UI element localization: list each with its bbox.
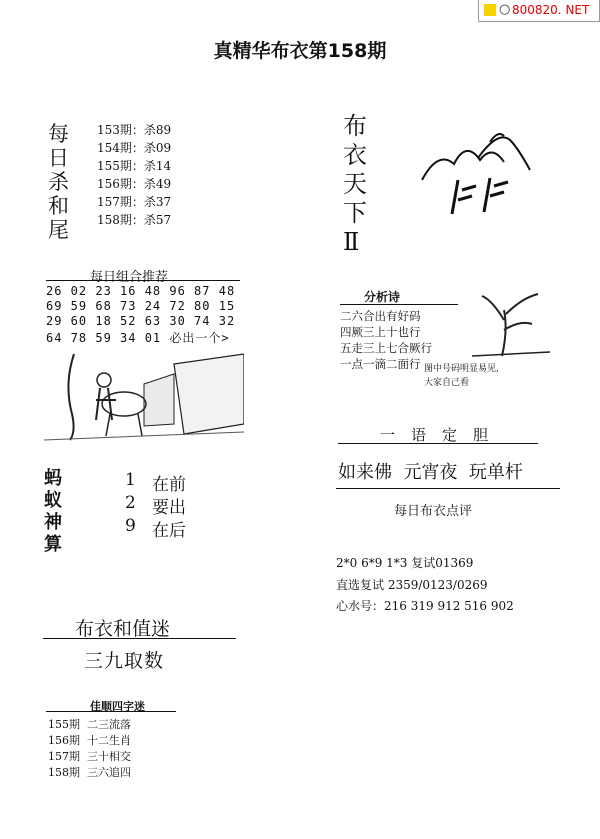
poem-line: 五走三上七合厥行: [340, 341, 432, 355]
kill-tail-row: 154期：杀09: [97, 141, 172, 155]
ant-god-char: 蚁: [44, 490, 62, 511]
kill-tail-label: [48, 124, 69, 244]
divider: [46, 711, 176, 712]
combo-row: 26 02 23 16 48 96 87 48: [46, 284, 236, 298]
kill-tail-char: 和: [48, 194, 69, 218]
poem-caption: 图中号码明显易见,: [424, 364, 499, 374]
ant-god-number: 2: [125, 493, 136, 513]
review-title: 每日布衣点评: [394, 504, 473, 519]
buyi-char: 天: [343, 170, 367, 198]
pick-line: 直选复试 2359/0123/0269: [336, 578, 488, 592]
mountain-cranes-illustration: [418, 120, 548, 220]
circle-icon: ○: [499, 2, 511, 17]
ant-god-char: 算: [44, 534, 62, 555]
buyi-char: 衣: [343, 141, 367, 169]
divider: [336, 488, 560, 489]
four-char-row: 155期 二三流落: [48, 718, 131, 731]
kill-tail-char: 日: [48, 146, 69, 170]
kill-tail-row: 157期：杀37: [97, 195, 172, 209]
hexie-answer: 三九取数: [84, 650, 165, 672]
kill-tail-row: 158期：杀57: [97, 213, 172, 227]
four-char-row: 157期 三十相交: [48, 750, 131, 763]
poem-line: 一点一滴二面行: [340, 357, 421, 371]
kill-tail-char: 每: [48, 122, 69, 146]
ant-god-label: [44, 470, 62, 558]
kill-tail-row: 153期：杀89: [97, 123, 172, 137]
combo-row: 64 78 59 34 01 必出一个>: [46, 331, 230, 345]
farmer-ox-illustration: [44, 344, 244, 444]
buyi-tianxia-label: [343, 114, 367, 259]
tree-figure-illustration: [462, 290, 552, 360]
four-char-title: 佳顺四字迷: [90, 700, 145, 713]
ant-god-char: 神: [44, 512, 62, 533]
hexie-title: 布衣和值迷: [75, 618, 171, 640]
ant-god-text: 在后: [152, 521, 186, 541]
buyi-char: 布: [343, 112, 367, 140]
divider: [46, 280, 240, 281]
divider: [338, 443, 538, 444]
logo-square-icon: [484, 4, 496, 16]
four-char-row: 156期 十二生肖: [48, 734, 131, 747]
yiyu-title: 一语定胆: [380, 426, 505, 444]
yiyu-phrase: 如来佛 元宵夜 玩单杆: [338, 462, 523, 483]
kill-tail-row: 155期：杀14: [97, 159, 172, 173]
ant-god-text: 要出: [152, 498, 186, 518]
site-badge: [478, 0, 600, 22]
poem-title: 分析诗: [364, 290, 401, 304]
site-url: 800820. NET: [512, 3, 590, 17]
kill-tail-char: 尾: [48, 218, 69, 242]
buyi-char: 下: [343, 199, 367, 227]
poem-line: 四厥三上十也行: [340, 325, 421, 339]
ant-god-number: 9: [125, 516, 136, 536]
divider: [43, 638, 236, 639]
page-title: 真精华布衣第158期: [213, 40, 387, 62]
pick-line: 2*0 6*9 1*3 复试01369: [336, 556, 474, 570]
kill-tail-char: 杀: [48, 170, 69, 194]
buyi-char: Ⅱ: [343, 228, 360, 256]
ant-god-number: 1: [125, 470, 136, 490]
ant-god-text: 在前: [152, 475, 186, 495]
poem-caption: 大家自己看: [424, 378, 470, 388]
pick-line: 心水号：216 319 912 516 902: [336, 599, 514, 613]
combo-title: 每日组合推荐: [90, 270, 169, 285]
poem-line: 二六合出有好码: [340, 309, 421, 323]
divider: [340, 304, 458, 305]
kill-tail-row: 156期：杀49: [97, 177, 172, 191]
combo-row: 29 60 18 52 63 30 74 32: [46, 314, 236, 328]
four-char-row: 158期 三六追四: [48, 766, 131, 779]
ant-god-char: 蚂: [44, 468, 62, 489]
combo-row: 69 59 68 73 24 72 80 15: [46, 299, 236, 313]
